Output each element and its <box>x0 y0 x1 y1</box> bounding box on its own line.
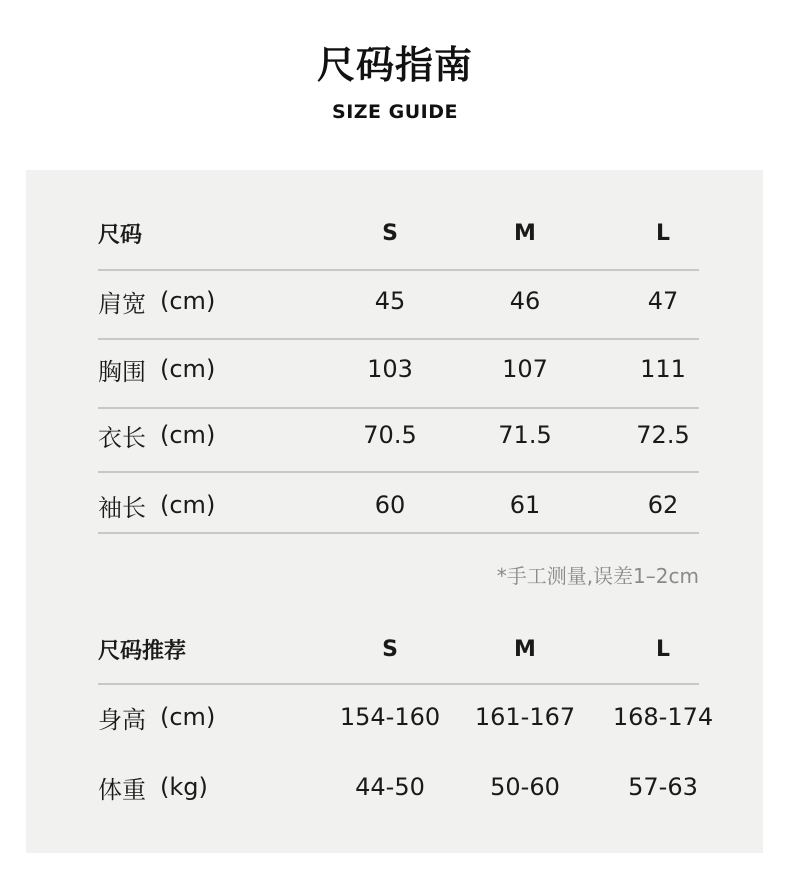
size-table-header <box>98 212 699 254</box>
row-label: 体重 (kg) <box>98 773 208 804</box>
value-m: 46 <box>509 287 541 315</box>
value-s: 45 <box>374 287 406 315</box>
value-l: 57-63 <box>628 773 698 801</box>
value-m: 50-60 <box>490 773 560 801</box>
value-m: 71.5 <box>498 421 552 449</box>
page-subtitle: SIZE GUIDE <box>332 101 458 123</box>
size-header-m: M <box>514 220 536 246</box>
divider <box>98 269 699 271</box>
value-s: 103 <box>367 355 413 383</box>
divider <box>98 532 699 534</box>
row-label: 胸围 (cm) <box>98 355 216 386</box>
size-header-s: S <box>382 220 398 246</box>
row-label: 袖长 (cm) <box>98 491 216 522</box>
recommend-header-l: L <box>655 636 671 662</box>
table-row <box>98 349 699 389</box>
table-row <box>98 281 699 321</box>
value-m: 161-167 <box>474 703 576 731</box>
size-table-header-label: 尺码 <box>98 222 143 248</box>
table-row <box>98 415 699 455</box>
row-label: 衣长 (cm) <box>98 421 216 452</box>
page-title: 尺码指南 <box>316 43 473 87</box>
size-header-l: L <box>655 220 671 246</box>
table-row <box>98 485 699 525</box>
value-l: 168-174 <box>612 703 714 731</box>
recommend-header-label: 尺码推荐 <box>98 638 187 664</box>
recommend-table-header <box>98 628 699 670</box>
value-s: 70.5 <box>363 421 417 449</box>
value-l: 47 <box>647 287 679 315</box>
value-m: 61 <box>509 491 541 519</box>
divider <box>98 471 699 473</box>
value-s: 154-160 <box>339 703 441 731</box>
divider <box>98 338 699 340</box>
value-l: 62 <box>647 491 679 519</box>
table-row <box>98 697 714 737</box>
value-s: 44-50 <box>355 773 425 801</box>
value-m: 107 <box>502 355 548 383</box>
divider <box>98 683 699 685</box>
value-l: 111 <box>640 355 686 383</box>
value-l: 72.5 <box>636 421 690 449</box>
row-label: 肩宽 (cm) <box>98 287 216 318</box>
recommend-header-m: M <box>514 636 536 662</box>
divider <box>98 407 699 409</box>
value-s: 60 <box>374 491 406 519</box>
measurement-note: *手工测量,误差1–2cm <box>496 564 699 588</box>
table-row <box>98 767 699 807</box>
recommend-header-s: S <box>382 636 398 662</box>
row-label: 身高 (cm) <box>98 703 216 734</box>
size-guide-panel <box>26 170 763 853</box>
